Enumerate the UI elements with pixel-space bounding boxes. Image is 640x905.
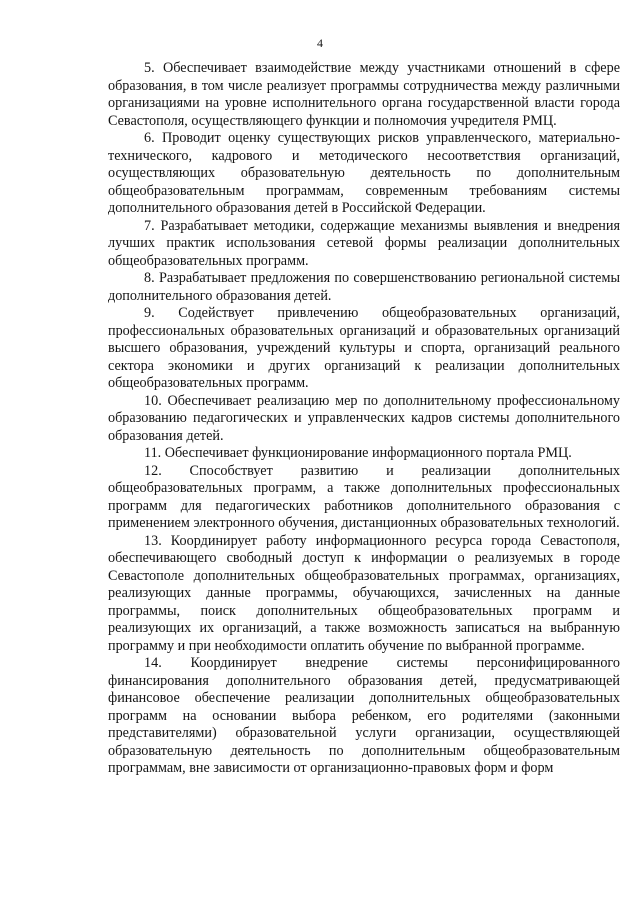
paragraph-13: 13. Координирует работу информационного ресурса города Севастополя, обеспечивающего свободный доступ к информации о реализуемых в городе Севастополе дополнительных общеобразовательных программах, организациях, реализующих данные программы, обучающихся, зачисленных на данные программы, поиск дополнительных общеобразовательных программ и реализующих их организаций, а также возможность записаться на выбранную программу и при необходимости оплатить обучение по выбранной программе. — [108, 532, 620, 654]
page-number: 4 — [317, 36, 323, 50]
paragraph-12: 12. Способствует развитию и реализации дополнительных общеобразовательных программ, а также дополнительных профессиональных программ для педагогических работников дополнительного образования с применением электронного обучения, дистанционных образовательных технологий. — [108, 462, 620, 531]
paragraph-11: 11. Обеспечивает функционирование информационного портала РМЦ. — [144, 445, 572, 461]
paragraph-9: 9. Содействует привлечению общеобразовательных организаций, профессиональных образовательных организаций и образовательных организаций высшего образования, учреждений культуры и спорта, организаций реального сектора экономики и других организаций к реализации дополнительных общеобразовательных программ. — [108, 305, 620, 391]
paragraph-10: 10. Обеспечивает реализацию мер по дополнительному профессиональному образованию педагогических и управленческих кадров системы дополнительного образования детей. — [108, 392, 620, 444]
document-body — [108, 60, 620, 778]
paragraph-8: 8. Разрабатывает предложения по совершенствованию региональной системы дополнительного образования детей. — [108, 270, 620, 304]
paragraph-14: 14. Координирует внедрение системы персонифицированного финансирования дополнительного образования детей, предусматривающей финансовое обеспечение реализации дополнительных общеобразовательных программ на основании выбора ребенком, его родителями (законными представителями) образовательной услуги организации, осуществляющей образовательную деятельность по дополнительным общеобразовательным программам, вне зависимости от организационно-правовых форм и форм — [108, 655, 620, 776]
paragraph-6: 6. Проводит оценку существующих рисков управленческого, материально-технического, кадрового и методического несоответствия организаций, осуществляющих образовательную деятельность по дополнительным общеобразовательным программам, современным требованиям системы дополнительного образования детей в Российской Федерации. — [108, 130, 620, 216]
paragraph-5: 5. Обеспечивает взаимодействие между участниками отношений в сфере образования, в том числе реализует программы сотрудничества между различными организациями на уровне исполнительного органа государственной власти города Севастополя, осуществляющего функции и полномочия учредителя РМЦ. — [108, 60, 620, 129]
paragraph-7: 7. Разрабатывает методики, содержащие механизмы выявления и внедрения лучших практик использования сетевой формы реализации дополнительных общеобразовательных программ. — [108, 217, 620, 269]
